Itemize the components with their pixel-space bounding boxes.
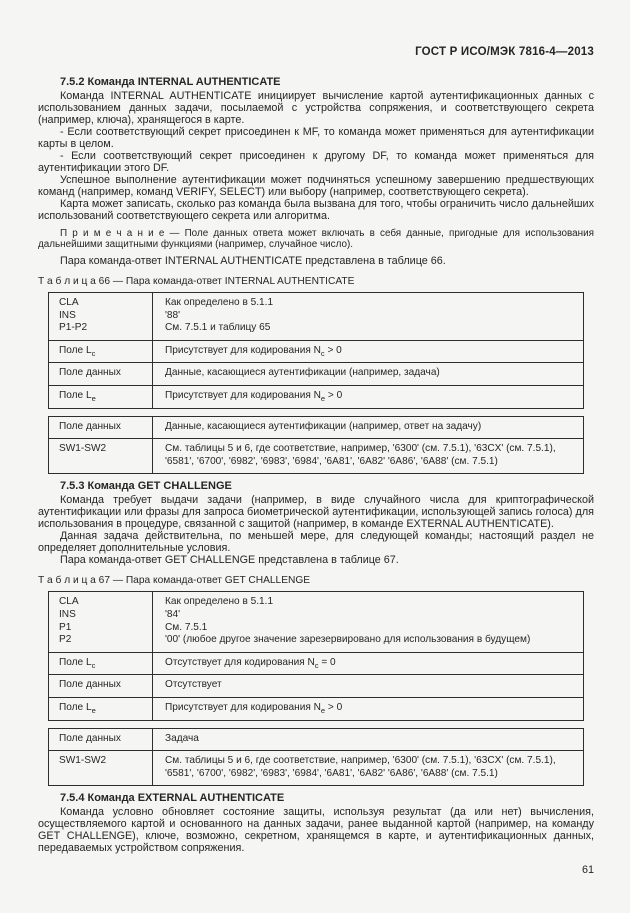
table-row	[49, 363, 584, 386]
table-cell-value: См. таблицы 5 и 6, где соответствие, например, '6300' (см. 7.5.1), '63CX' (см. 7.5.1), '6581', '6700', '6982', '6983', '6984', '6A81', '6A82' '6A86', '6A88' (см. 7.5.1)	[153, 439, 584, 474]
table-cell-label: Поле данных	[49, 416, 153, 439]
table-cell-label: SW1-SW2	[49, 751, 153, 786]
table-cell-label: Поле $L_e$	[49, 386, 153, 409]
table-cell-value: Данные, касающиеся аутентификации (например, ответ на задачу)	[153, 416, 584, 439]
paragraph: - Если соответствующий секрет присоединен к MF, то команда может применяться для аутентификации карты в целом.	[38, 125, 594, 150]
table-cell-value: См. таблицы 5 и 6, где соответствие, например, '6300' (см. 7.5.1), '63CX' (см. 7.5.1), '6581', '6700', '6982', '6983', '6984', '6A81', '6A82' '6A86', '6A88' (см. 7.5.1)	[153, 751, 584, 786]
paragraph: Успешное выполнение аутентификации может подчиняться успешному завершению предшествующих команд (например, команд VERIFY, SELECT) или выбору (например, соответствующего секрета).	[38, 174, 594, 199]
table-66-caption: Т а б л и ц а 66 — Пара команда-ответ INTERNAL AUTHENTICATE	[38, 276, 355, 288]
document-code-header: ГОСТ Р ИСО/МЭК 7816-4—2013	[415, 46, 594, 58]
section-heading-753: 7.5.3 Команда GET CHALLENGE	[60, 480, 232, 493]
table-row	[49, 728, 584, 751]
table-cell-value: Данные, касающиеся аутентификации (например, задача)	[153, 363, 584, 386]
table-row	[49, 386, 584, 409]
table-66-response	[48, 416, 584, 475]
table-66-command	[48, 292, 584, 409]
table-cell-label: Поле данных	[49, 675, 153, 698]
paragraph: Команда требует выдачи задачи (например, в виде случайного числа для криптографической аутентификации или фразы для запроса биометрической аутентификации, использующей запись голоса) для использования в процедуре, связанной с защитой (например, в команде EXTERNAL AUTHENTICATE).	[38, 493, 594, 531]
paragraph: Данная задача действительна, по меньшей мере, для следующей команды; настоящий раздел не определяет дополнительные условия.	[38, 530, 594, 555]
table-row	[49, 751, 584, 786]
paragraph: Пара команда-ответ GET CHALLENGE представлена в таблице 67.	[60, 554, 399, 567]
page-content	[38, 46, 594, 876]
paragraph: Команда условно обновляет состояние защиты, используя результат (да или нет) вычисления, осуществляемого картой и основанного на данных задачи, ранее выданной картой (например, на команду GET CHALLENGE), ключе, возможно, секретном, хранящемся в карте, и аутентификационных данных, передаваемых устройством сопряжения.	[38, 805, 594, 855]
paragraph: Пара команда-ответ INTERNAL AUTHENTICATE представлена в таблице 66.	[60, 254, 446, 267]
table-row	[49, 675, 584, 698]
table-row	[49, 293, 584, 341]
table-row	[49, 698, 584, 721]
section-heading-754: 7.5.4 Команда EXTERNAL AUTHENTICATE	[60, 792, 285, 805]
table-cell-value: Отсутствует для кодирования $N_c = 0$	[153, 652, 584, 675]
page-number: 61	[581, 864, 594, 877]
table-cell-label: Поле данных	[49, 728, 153, 751]
table-cell-label: Поле $L_c$	[49, 340, 153, 363]
table-cell-value: Как определено в 5.1.1 '84' См. 7.5.1 '00' (любое другое значение зарезервировано для использования в будущем)	[153, 592, 584, 652]
table-cell-value: Как определено в 5.1.1 '88' См. 7.5.1 и таблицу 65	[153, 293, 584, 341]
paragraph: Карта может записать, сколько раз команда была вызвана для того, чтобы ограничить число дальнейших использований соответствующего секрета или алгоритма.	[38, 198, 594, 223]
section-7-5-3	[38, 480, 594, 566]
paragraph: - Если соответствующий секрет присоединен к другому DF, то команда может применяться для аутентификации этого DF.	[38, 149, 594, 175]
paragraph: Команда INTERNAL AUTHENTICATE инициирует вычисление картой аутентификационных данных с использованием данных задачи, посылаемой с устройства сопряжения, и соответствующего секрета (например, ключа), хранящегося в карте.	[38, 89, 594, 126]
table-row	[49, 416, 584, 439]
table-cell-value: Присутствует для кодирования $N_e > 0$	[153, 386, 584, 409]
table-67-response	[48, 728, 584, 787]
table-cell-label: CLA INS P1-P2	[49, 293, 153, 341]
table-cell-label: CLA INS P1 P2	[49, 592, 153, 652]
table-cell-value: Присутствует для кодирования $N_c > 0$	[153, 340, 584, 363]
note-paragraph: П р и м е ч а н и е — Поле данных ответа может включать в себя данные, пригодные для использования дальнейшими защитными функциями (например, случайное число).	[38, 227, 594, 251]
table-row	[49, 592, 584, 652]
section-7-5-4	[38, 792, 594, 854]
section-7-5-2	[38, 76, 594, 267]
table-cell-value: Задача	[153, 728, 584, 751]
table-gap	[38, 409, 594, 416]
table-cell-value: Присутствует для кодирования $N_e > 0$	[153, 698, 584, 721]
section-heading-752: 7.5.2 Команда INTERNAL AUTHENTICATE	[60, 76, 281, 88]
table-cell-label: Поле $L_c$	[49, 652, 153, 675]
table-cell-value: Отсутствует	[153, 675, 584, 698]
table-row	[49, 340, 584, 363]
table-cell-label: Поле $L_e$	[49, 698, 153, 721]
table-gap	[38, 721, 594, 728]
table-row	[49, 439, 584, 474]
table-cell-label: Поле данных	[49, 363, 153, 386]
table-67-command	[48, 591, 584, 720]
table-row	[49, 652, 584, 675]
table-67-caption: Т а б л и ц а 67 — Пара команда-ответ GET CHALLENGE	[38, 575, 311, 587]
table-cell-label: SW1-SW2	[49, 439, 153, 474]
